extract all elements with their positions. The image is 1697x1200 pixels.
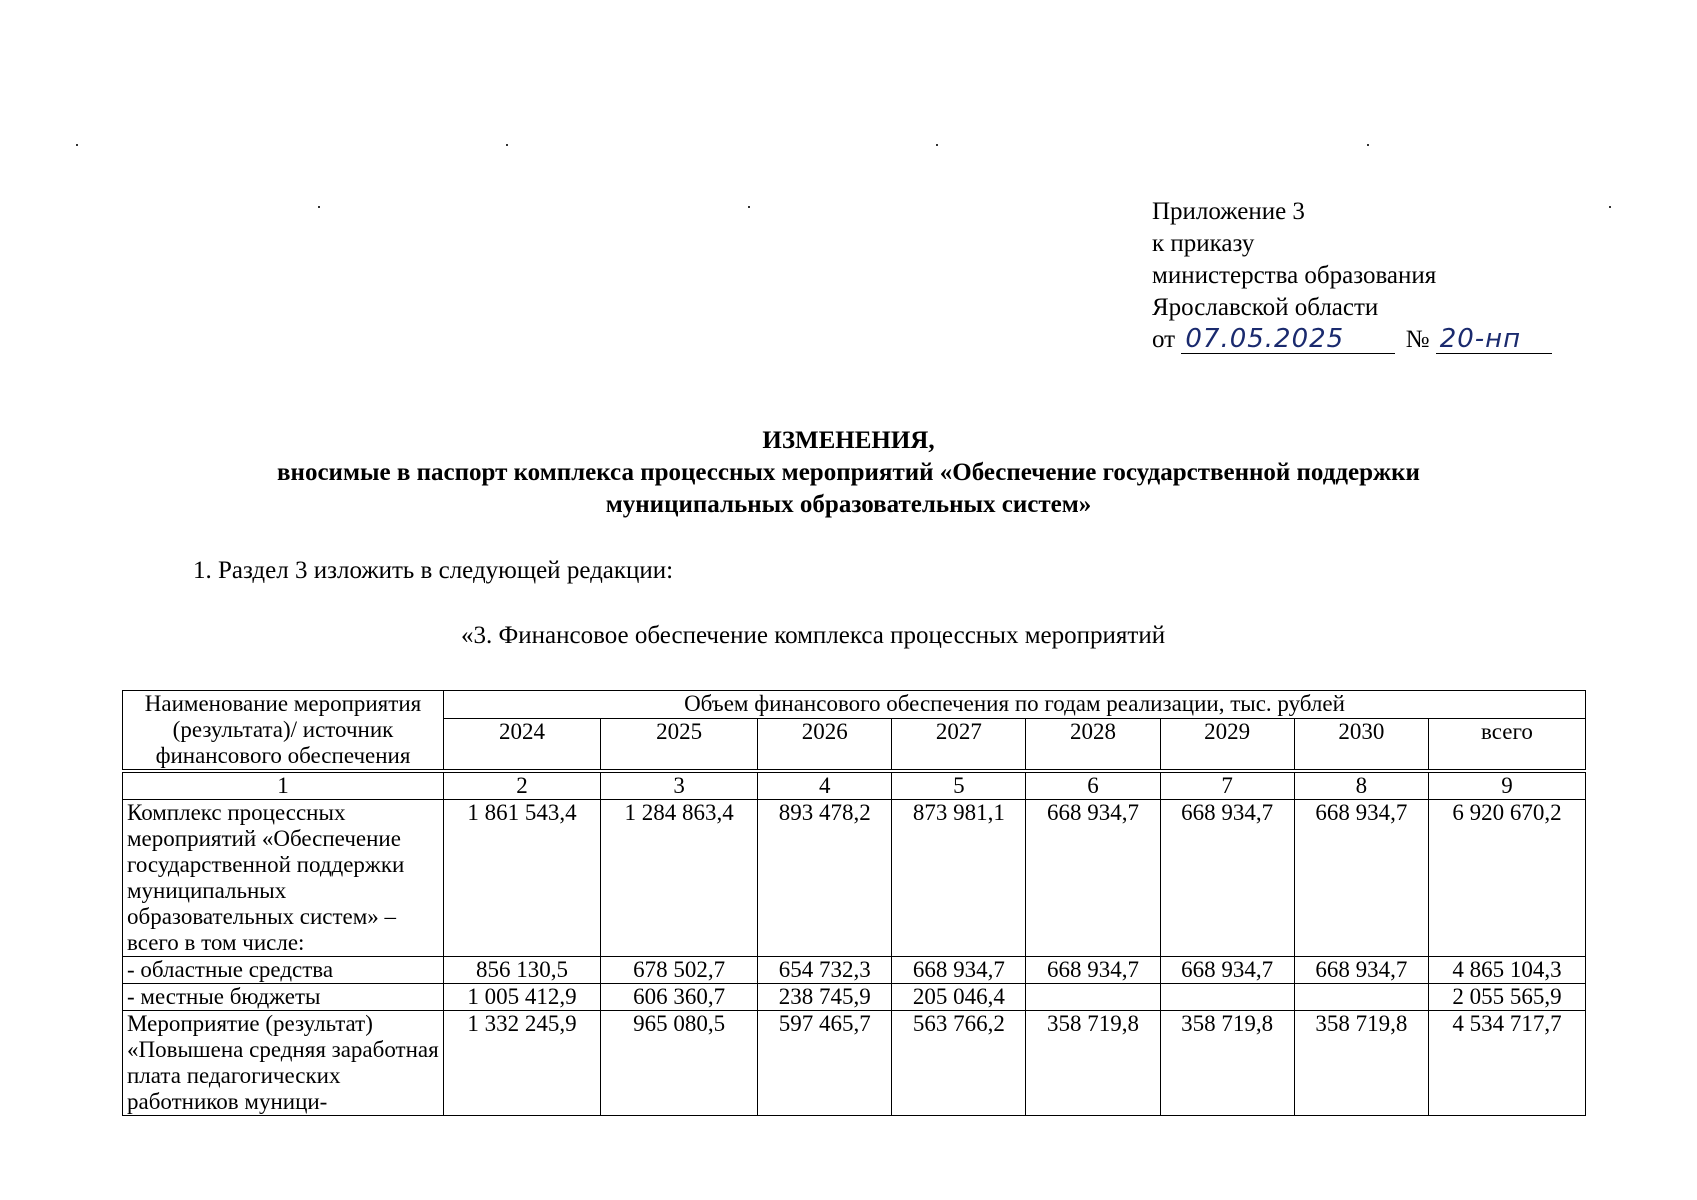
date-prefix: от: [1152, 326, 1176, 353]
group-column-header: Объем финансового обеспечения по годам реализации, тыс. рублей: [444, 691, 1586, 719]
column-number: 3: [601, 771, 758, 800]
cell-value: 563 766,2: [892, 1011, 1026, 1116]
column-number: 2: [444, 771, 601, 800]
document-title: ИЗМЕНЕНИЯ,: [762, 427, 935, 454]
column-number: 4: [758, 771, 892, 800]
table-row: [123, 984, 1586, 1011]
cell-value: 238 745,9: [758, 984, 892, 1011]
section-title: «3. Финансовое обеспечение комплекса процессных мероприятий: [461, 622, 1166, 649]
cell-value: 965 080,5: [601, 1011, 758, 1116]
year-header: 2030: [1294, 719, 1428, 771]
cell-value: 678 502,7: [601, 957, 758, 984]
year-header: 2027: [892, 719, 1026, 771]
table-row: [123, 957, 1586, 984]
cell-value: 856 130,5: [444, 957, 601, 984]
cell-value: 358 719,8: [1160, 1011, 1294, 1116]
cell-value: 1 332 245,9: [444, 1011, 601, 1116]
total-header: всего: [1428, 719, 1585, 771]
cell-value: 654 732,3: [758, 957, 892, 984]
cell-value: 668 934,7: [1026, 957, 1160, 984]
row-name: Мероприятие (результат) «Повышена средняя заработная плата педагогических работников муници-: [123, 1011, 444, 1116]
cell-value: 668 934,7: [1294, 800, 1428, 957]
cell-value: [1160, 984, 1294, 1011]
cell-value: 668 934,7: [1160, 800, 1294, 957]
annex-line: министерства образования: [1152, 262, 1437, 289]
scan-speck: [1609, 206, 1611, 208]
column-number: 9: [1428, 771, 1585, 800]
cell-total: 4 534 717,7: [1428, 1011, 1585, 1116]
scan-speck: [748, 206, 750, 208]
number-prefix: №: [1405, 326, 1430, 353]
cell-value: [1294, 984, 1428, 1011]
annex-line: Приложение 3: [1152, 198, 1305, 225]
cell-value: 893 478,2: [758, 800, 892, 957]
cell-value: 668 934,7: [892, 957, 1026, 984]
table-header-row: [123, 691, 1586, 719]
annex-block: [1152, 196, 1552, 356]
annex-line: Ярославской области: [1152, 294, 1379, 321]
cell-value: 1 005 412,9: [444, 984, 601, 1011]
cell-value: 668 934,7: [1294, 957, 1428, 984]
annex-date-line: [1152, 324, 1552, 356]
table-row: [123, 800, 1586, 957]
row-name: - местные бюджеты: [123, 984, 444, 1011]
table-row: [123, 1011, 1586, 1116]
cell-total: 6 920 670,2: [1428, 800, 1585, 957]
row-name: - областные средства: [123, 957, 444, 984]
scan-speck: [76, 144, 78, 146]
handwritten-number: 20-нп: [1436, 325, 1552, 354]
column-number: 5: [892, 771, 1026, 800]
annex-line: к приказу: [1152, 230, 1255, 257]
column-number-row: [123, 771, 1586, 800]
column-number: 8: [1294, 771, 1428, 800]
year-header: 2024: [444, 719, 601, 771]
scan-speck: [1367, 144, 1369, 146]
cell-total: 2 055 565,9: [1428, 984, 1585, 1011]
cell-value: [1026, 984, 1160, 1011]
name-column-header: Наименование мероприятия (результата)/ источник финансового обеспечения: [123, 691, 444, 772]
cell-value: 606 360,7: [601, 984, 758, 1011]
year-header: 2026: [758, 719, 892, 771]
row-name: Комплекс процессных мероприятий «Обеспечение государственной поддержки муниципальных образовательных систем» – всего в том числе:: [123, 800, 444, 957]
cell-value: 1 284 863,4: [601, 800, 758, 957]
column-number: 1: [123, 771, 444, 800]
financing-table: [122, 690, 1586, 1116]
cell-value: 668 934,7: [1160, 957, 1294, 984]
scan-speck: [936, 144, 938, 146]
document-subtitle-line: вносимые в паспорт комплекса процессных мероприятий «Обеспечение государственной поддержки: [277, 459, 1420, 486]
cell-total: 4 865 104,3: [1428, 957, 1585, 984]
cell-value: 205 046,4: [892, 984, 1026, 1011]
paragraph: 1. Раздел 3 изложить в следующей редакции:: [193, 557, 674, 584]
cell-value: 358 719,8: [1026, 1011, 1160, 1116]
scan-speck: [506, 144, 508, 146]
cell-value: 873 981,1: [892, 800, 1026, 957]
scan-speck: [318, 206, 320, 208]
handwritten-date: 07.05.2025: [1181, 325, 1395, 354]
document-heading: [100, 425, 1597, 521]
year-header: 2025: [601, 719, 758, 771]
cell-value: 668 934,7: [1026, 800, 1160, 957]
cell-value: 1 861 543,4: [444, 800, 601, 957]
year-header: 2029: [1160, 719, 1294, 771]
column-number: 7: [1160, 771, 1294, 800]
column-number: 6: [1026, 771, 1160, 800]
cell-value: 597 465,7: [758, 1011, 892, 1116]
document-subtitle-line: муниципальных образовательных систем»: [605, 491, 1092, 518]
year-header: 2028: [1026, 719, 1160, 771]
cell-value: 358 719,8: [1294, 1011, 1428, 1116]
